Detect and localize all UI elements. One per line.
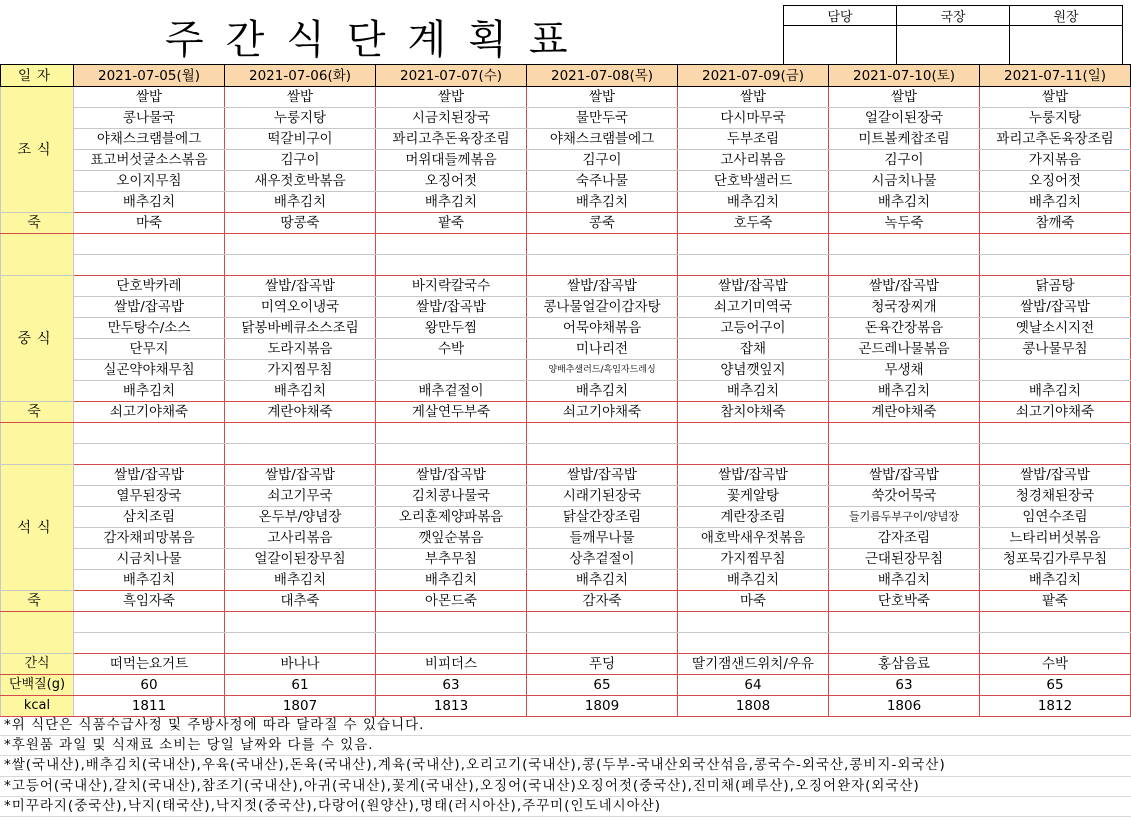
- empty-cell: [74, 633, 225, 654]
- menu-cell: 청국장찌개: [829, 297, 980, 318]
- porridge-cell: 흑임자죽: [74, 591, 225, 612]
- porridge-cell: 마죽: [678, 591, 829, 612]
- menu-cell: 쌀밥/잡곡밥: [74, 297, 225, 318]
- menu-row: [1, 171, 1131, 192]
- menu-cell: 잡채: [678, 339, 829, 360]
- empty-cell: [980, 234, 1131, 255]
- menu-cell: 얼갈이된장국: [829, 108, 980, 129]
- snack-row: [1, 654, 1131, 675]
- empty-cell: [376, 255, 527, 276]
- note-line: *위 식단은 식품수급사정 및 주방사정에 따라 달라질 수 있습니다.: [0, 716, 1131, 736]
- menu-cell: 쌀밥: [74, 87, 225, 108]
- approval-label-head: 원장: [1010, 6, 1123, 26]
- protein-cell: 63: [376, 675, 527, 696]
- menu-row: [1, 297, 1131, 318]
- menu-cell: 야채스크램블에그: [527, 129, 678, 150]
- spacer-label: [1, 234, 74, 276]
- porridge-row: [1, 402, 1131, 423]
- menu-cell: 얼갈이된장무침: [225, 549, 376, 570]
- dinner-label: 석식: [1, 465, 74, 591]
- spacer-row: [1, 234, 1131, 255]
- lunch-porridge-label: 죽: [1, 402, 74, 423]
- menu-cell: 배추김치: [829, 570, 980, 591]
- note-line: *쌀(국내산),배추김치(국내산),우육(국내산),돈육(국내산),계육(국내산),오리고기(국내산),콩(두부-국내산외국산섞음,콩국수-외국산,콩비지-외국산): [0, 756, 1131, 776]
- empty-cell: [376, 423, 527, 444]
- menu-cell: 오이지무침: [74, 171, 225, 192]
- menu-cell: 가지찜무침: [678, 549, 829, 570]
- menu-cell: 단호박카레: [74, 276, 225, 297]
- menu-cell: 꽃게알탕: [678, 486, 829, 507]
- menu-cell: 삼치조림: [74, 507, 225, 528]
- menu-cell: 쌀밥/잡곡밥: [829, 465, 980, 486]
- empty-cell: [678, 234, 829, 255]
- menu-cell: 쌀밥: [225, 87, 376, 108]
- menu-cell: 시래기된장국: [527, 486, 678, 507]
- kcal-cell: 1807: [225, 696, 376, 717]
- menu-cell: 미역오이냉국: [225, 297, 376, 318]
- menu-row: [1, 507, 1131, 528]
- menu-cell: 시금치나물: [74, 549, 225, 570]
- menu-cell: 청포묵김가루무침: [980, 549, 1131, 570]
- menu-cell: 쌀밥/잡곡밥: [225, 276, 376, 297]
- approval-sign-staff[interactable]: [784, 26, 897, 65]
- menu-row: [1, 129, 1131, 150]
- empty-cell: [376, 444, 527, 465]
- date-cell: 2021-07-09(금): [678, 65, 829, 87]
- menu-cell: 오징어젓: [980, 171, 1131, 192]
- menu-cell: 김치콩나물국: [376, 486, 527, 507]
- menu-cell: 쌀밥/잡곡밥: [527, 465, 678, 486]
- menu-cell: 배추김치: [980, 192, 1131, 213]
- menu-cell: 누룽지탕: [225, 108, 376, 129]
- kcal-cell: 1811: [74, 696, 225, 717]
- menu-cell: 쑥갓어묵국: [829, 486, 980, 507]
- empty-cell: [225, 633, 376, 654]
- empty-cell: [527, 423, 678, 444]
- menu-cell: 김구이: [225, 150, 376, 171]
- menu-cell: 고사리볶음: [678, 150, 829, 171]
- menu-row: [1, 150, 1131, 171]
- menu-cell: 양배추샐러드/흑임자드레싱: [527, 360, 678, 381]
- protein-cell: 65: [527, 675, 678, 696]
- porridge-cell: 콩죽: [527, 213, 678, 234]
- porridge-cell: 땅콩죽: [225, 213, 376, 234]
- empty-cell: [678, 444, 829, 465]
- empty-cell: [376, 234, 527, 255]
- menu-cell: 배추김치: [678, 570, 829, 591]
- menu-cell: 청경채된장국: [980, 486, 1131, 507]
- menu-row: [1, 192, 1131, 213]
- menu-cell: 닭봉바베큐소스조림: [225, 318, 376, 339]
- porridge-cell: 계란야채죽: [829, 402, 980, 423]
- menu-cell: 쌀밥/잡곡밥: [678, 465, 829, 486]
- menu-cell: 닭살간장조림: [527, 507, 678, 528]
- menu-cell: 표고버섯굴소스볶음: [74, 150, 225, 171]
- porridge-cell: 팥죽: [376, 213, 527, 234]
- empty-cell: [527, 234, 678, 255]
- porridge-row: [1, 591, 1131, 612]
- date-cell: 2021-07-11(일): [980, 65, 1131, 87]
- porridge-cell: 호두죽: [678, 213, 829, 234]
- menu-cell: [980, 360, 1131, 381]
- empty-cell: [678, 423, 829, 444]
- porridge-cell: 팥죽: [980, 591, 1131, 612]
- menu-cell: 쌀밥: [678, 87, 829, 108]
- menu-cell: 콩나물국: [74, 108, 225, 129]
- kcal-label: kcal: [1, 696, 74, 717]
- menu-cell: 옛날소시지전: [980, 318, 1131, 339]
- weekly-menu-table: [0, 64, 1131, 717]
- menu-cell: 배추김치: [527, 570, 678, 591]
- menu-cell: 고사리볶음: [225, 528, 376, 549]
- menu-cell: 열무된장국: [74, 486, 225, 507]
- menu-cell: 배추김치: [74, 570, 225, 591]
- menu-cell: 쌀밥/잡곡밥: [980, 297, 1131, 318]
- spacer-row: [1, 444, 1131, 465]
- menu-cell: 닭곰탕: [980, 276, 1131, 297]
- menu-cell: 도라지볶음: [225, 339, 376, 360]
- empty-cell: [74, 255, 225, 276]
- date-header-label: 일자: [1, 65, 74, 87]
- menu-cell: 상추겉절이: [527, 549, 678, 570]
- menu-cell: 미트볼케찹조림: [829, 129, 980, 150]
- menu-row: [1, 339, 1131, 360]
- menu-cell: [376, 360, 527, 381]
- menu-cell: 깻잎순볶음: [376, 528, 527, 549]
- porridge-cell: 마죽: [74, 213, 225, 234]
- protein-cell: 63: [829, 675, 980, 696]
- menu-cell: 돈육간장볶음: [829, 318, 980, 339]
- page-title: 주간식단계획표: [165, 17, 590, 63]
- menu-cell: 쌀밥/잡곡밥: [678, 276, 829, 297]
- kcal-cell: 1809: [527, 696, 678, 717]
- date-cell: 2021-07-08(목): [527, 65, 678, 87]
- menu-cell: 쌀밥/잡곡밥: [74, 465, 225, 486]
- empty-cell: [225, 444, 376, 465]
- porridge-cell: 감자죽: [527, 591, 678, 612]
- menu-cell: 쌀밥/잡곡밥: [376, 465, 527, 486]
- menu-cell: 누룽지탕: [980, 108, 1131, 129]
- menu-cell: 쌀밥/잡곡밥: [829, 276, 980, 297]
- breakfast-porridge-label: 죽: [1, 213, 74, 234]
- protein-cell: 65: [980, 675, 1131, 696]
- kcal-row: [1, 696, 1131, 717]
- snack-cell: 떠먹는요거트: [74, 654, 225, 675]
- empty-cell: [527, 612, 678, 633]
- menu-cell: 쇠고기무국: [225, 486, 376, 507]
- menu-row: [1, 549, 1131, 570]
- menu-cell: 떡갈비구이: [225, 129, 376, 150]
- empty-cell: [980, 255, 1131, 276]
- menu-cell: 김구이: [527, 150, 678, 171]
- empty-cell: [678, 255, 829, 276]
- menu-cell: 고등어구이: [678, 318, 829, 339]
- note-line: *후원품 과일 및 식재료 소비는 당일 날짜와 다를 수 있음.: [0, 736, 1131, 756]
- menu-cell: 느타리버섯볶음: [980, 528, 1131, 549]
- porridge-cell: 아몬드죽: [376, 591, 527, 612]
- menu-cell: 단호박샐러드: [678, 171, 829, 192]
- menu-cell: 어묵야채볶음: [527, 318, 678, 339]
- empty-cell: [225, 255, 376, 276]
- empty-cell: [980, 423, 1131, 444]
- menu-cell: 두부조림: [678, 129, 829, 150]
- menu-cell: 단무지: [74, 339, 225, 360]
- menu-cell: 온두부/양념장: [225, 507, 376, 528]
- menu-row: [1, 108, 1131, 129]
- empty-cell: [829, 255, 980, 276]
- menu-cell: 배추김치: [74, 381, 225, 402]
- snack-cell: 푸딩: [527, 654, 678, 675]
- menu-cell: 야채스크램블에그: [74, 129, 225, 150]
- menu-row: [1, 486, 1131, 507]
- empty-cell: [829, 423, 980, 444]
- menu-cell: 들기름두부구이/양념장: [829, 507, 980, 528]
- porridge-cell: 대추죽: [225, 591, 376, 612]
- note-line: *미꾸라지(중국산),낙지(태국산),낙지젓(중국산),다랑어(원양산),명태(러시아산),주꾸미(인도네시아산): [0, 797, 1131, 817]
- snack-cell: 바나나: [225, 654, 376, 675]
- empty-cell: [527, 444, 678, 465]
- menu-cell: 배추김치: [225, 192, 376, 213]
- empty-cell: [678, 633, 829, 654]
- approval-label-director: 국장: [897, 6, 1010, 26]
- protein-row: [1, 675, 1131, 696]
- porridge-cell: 게살연두부죽: [376, 402, 527, 423]
- menu-cell: 바지락칼국수: [376, 276, 527, 297]
- snack-cell: 딸기잼샌드위치/우유: [678, 654, 829, 675]
- menu-cell: 양념깻잎지: [678, 360, 829, 381]
- menu-cell: 꽈리고추돈육장조림: [980, 129, 1131, 150]
- empty-cell: [829, 633, 980, 654]
- menu-cell: 가지볶음: [980, 150, 1131, 171]
- menu-cell: 왕만두찜: [376, 318, 527, 339]
- porridge-cell: 쇠고기야채죽: [980, 402, 1131, 423]
- porridge-cell: 녹두죽: [829, 213, 980, 234]
- menu-cell: 배추김치: [376, 570, 527, 591]
- date-cell: 2021-07-06(화): [225, 65, 376, 87]
- spacer-row: [1, 633, 1131, 654]
- menu-cell: 콩나물얼갈이감자탕: [527, 297, 678, 318]
- menu-cell: 꽈리고추돈육장조림: [376, 129, 527, 150]
- porridge-cell: 참깨죽: [980, 213, 1131, 234]
- menu-cell: 무생채: [829, 360, 980, 381]
- approval-label-staff: 담당: [784, 6, 897, 26]
- menu-cell: 쌀밥/잡곡밥: [376, 297, 527, 318]
- menu-cell: 콩나물무침: [980, 339, 1131, 360]
- menu-cell: 쌀밥: [829, 87, 980, 108]
- approval-box: [783, 5, 1123, 65]
- empty-cell: [225, 234, 376, 255]
- empty-cell: [74, 444, 225, 465]
- menu-cell: 계란장조림: [678, 507, 829, 528]
- menu-cell: 쇠고기미역국: [678, 297, 829, 318]
- empty-cell: [225, 612, 376, 633]
- empty-cell: [829, 234, 980, 255]
- snack-cell: 비피더스: [376, 654, 527, 675]
- porridge-cell: 참치야채죽: [678, 402, 829, 423]
- menu-cell: 곤드레나물볶음: [829, 339, 980, 360]
- porridge-row: [1, 213, 1131, 234]
- spacer-row: [1, 612, 1131, 633]
- empty-cell: [980, 633, 1131, 654]
- porridge-cell: 단호박죽: [829, 591, 980, 612]
- empty-cell: [980, 444, 1131, 465]
- menu-cell: 쌀밥: [527, 87, 678, 108]
- menu-row: [1, 465, 1131, 486]
- menu-cell: 임연수조림: [980, 507, 1131, 528]
- menu-cell: 쌀밥/잡곡밥: [527, 276, 678, 297]
- menu-cell: 부추무침: [376, 549, 527, 570]
- menu-cell: 시금치된장국: [376, 108, 527, 129]
- menu-row: [1, 381, 1131, 402]
- menu-cell: 배추겉절이: [376, 381, 527, 402]
- menu-row: [1, 360, 1131, 381]
- lunch-label: 중식: [1, 276, 74, 402]
- snack-cell: 수박: [980, 654, 1131, 675]
- menu-cell: 새우젓호박볶음: [225, 171, 376, 192]
- menu-cell: 감자조림: [829, 528, 980, 549]
- menu-row: [1, 318, 1131, 339]
- menu-cell: 배추김치: [376, 192, 527, 213]
- menu-row: [1, 276, 1131, 297]
- menu-cell: 배추김치: [527, 192, 678, 213]
- spacer-row: [1, 255, 1131, 276]
- menu-cell: 김구이: [829, 150, 980, 171]
- menu-cell: 물만두국: [527, 108, 678, 129]
- date-header-row: [1, 65, 1131, 87]
- note-line: *고등어(국내산),갈치(국내산),참조기(국내산),아귀(국내산),꽃게(국내산),오징어(국내산)오징어젓(중국산),진미채(페루산),오징어완자(외국산): [0, 777, 1131, 797]
- menu-cell: 다시마무국: [678, 108, 829, 129]
- menu-cell: 쌀밥: [376, 87, 527, 108]
- menu-cell: 감자채피망볶음: [74, 528, 225, 549]
- menu-cell: 배추김치: [678, 192, 829, 213]
- menu-cell: 배추김치: [829, 192, 980, 213]
- protein-cell: 60: [74, 675, 225, 696]
- menu-cell: 수박: [376, 339, 527, 360]
- menu-cell: 배추김치: [829, 381, 980, 402]
- menu-cell: 쌀밥/잡곡밥: [980, 465, 1131, 486]
- menu-cell: 시금치나물: [829, 171, 980, 192]
- menu-cell: 오리훈제양파볶음: [376, 507, 527, 528]
- empty-cell: [829, 612, 980, 633]
- snack-cell: 홍삼음료: [829, 654, 980, 675]
- menu-cell: 쌀밥: [980, 87, 1131, 108]
- menu-cell: 미나리전: [527, 339, 678, 360]
- protein-label: 단백질(g): [1, 675, 74, 696]
- menu-cell: 배추김치: [678, 381, 829, 402]
- empty-cell: [678, 612, 829, 633]
- spacer-label: [1, 612, 74, 654]
- menu-cell: 배추김치: [980, 381, 1131, 402]
- empty-cell: [829, 444, 980, 465]
- spacer-row: [1, 423, 1131, 444]
- date-cell: 2021-07-10(토): [829, 65, 980, 87]
- approval-sign-director[interactable]: [897, 26, 1010, 65]
- date-cell: 2021-07-05(월): [74, 65, 225, 87]
- empty-cell: [980, 612, 1131, 633]
- menu-cell: 애호박새우젓볶음: [678, 528, 829, 549]
- menu-cell: 근대된장무침: [829, 549, 980, 570]
- notes-section: [0, 716, 1131, 817]
- kcal-cell: 1808: [678, 696, 829, 717]
- dinner-porridge-label: 죽: [1, 591, 74, 612]
- empty-cell: [225, 423, 376, 444]
- empty-cell: [527, 255, 678, 276]
- approval-sign-head[interactable]: [1010, 26, 1123, 65]
- empty-cell: [74, 612, 225, 633]
- snack-label: 간식: [1, 654, 74, 675]
- menu-cell: 만두탕수/소스: [74, 318, 225, 339]
- porridge-cell: 쇠고기야채죽: [527, 402, 678, 423]
- protein-cell: 64: [678, 675, 829, 696]
- menu-cell: 가지찜무침: [225, 360, 376, 381]
- breakfast-label: 조식: [1, 87, 74, 213]
- menu-cell: 머위대들께볶음: [376, 150, 527, 171]
- menu-cell: 배추김치: [74, 192, 225, 213]
- spacer-label: [1, 423, 74, 465]
- empty-cell: [74, 234, 225, 255]
- menu-cell: 숙주나물: [527, 171, 678, 192]
- protein-cell: 61: [225, 675, 376, 696]
- kcal-cell: 1813: [376, 696, 527, 717]
- menu-cell: 배추김치: [225, 570, 376, 591]
- menu-cell: 오징어젓: [376, 171, 527, 192]
- menu-row: [1, 528, 1131, 549]
- porridge-cell: 쇠고기야채죽: [74, 402, 225, 423]
- menu-cell: 배추김치: [980, 570, 1131, 591]
- empty-cell: [376, 612, 527, 633]
- menu-cell: 실곤약야채무침: [74, 360, 225, 381]
- menu-row: [1, 570, 1131, 591]
- menu-cell: 배추김치: [527, 381, 678, 402]
- menu-row: [1, 87, 1131, 108]
- empty-cell: [74, 423, 225, 444]
- menu-cell: 배추김치: [225, 381, 376, 402]
- menu-cell: 쌀밥/잡곡밥: [225, 465, 376, 486]
- date-cell: 2021-07-07(수): [376, 65, 527, 87]
- empty-cell: [376, 633, 527, 654]
- kcal-cell: 1806: [829, 696, 980, 717]
- empty-cell: [527, 633, 678, 654]
- menu-cell: 들깨무나물: [527, 528, 678, 549]
- porridge-cell: 계란야채죽: [225, 402, 376, 423]
- kcal-cell: 1812: [980, 696, 1131, 717]
